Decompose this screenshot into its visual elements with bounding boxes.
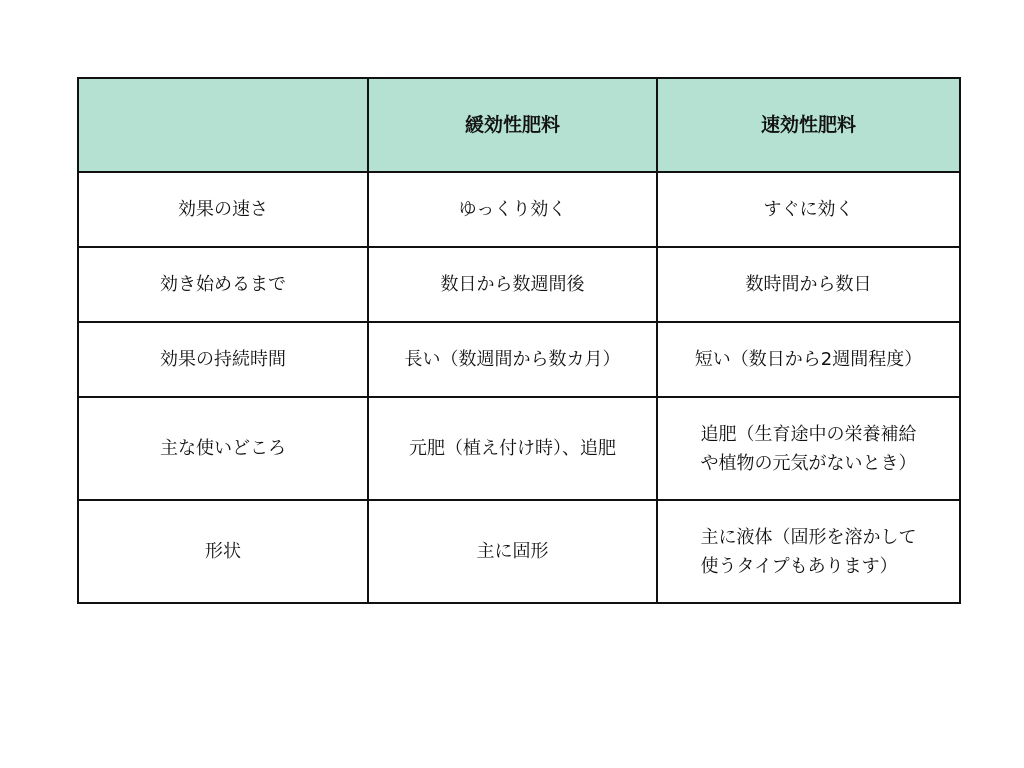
slow-release-cell: 元肥（植え付け時）、追肥: [368, 397, 657, 500]
fast-acting-cell: [657, 500, 960, 603]
table-row: [78, 172, 960, 247]
row-label: 形状: [78, 500, 368, 603]
fertilizer-comparison-table: [77, 77, 961, 604]
table-row: [78, 322, 960, 397]
row-label: 効き始めるまで: [78, 247, 368, 322]
header-row: [78, 78, 960, 172]
table-header: [78, 78, 960, 172]
header-slow-release: 緩効性肥料: [368, 78, 657, 172]
slow-release-cell: 主に固形: [368, 500, 657, 603]
fast-acting-cell: 短い（数日から2週間程度）: [657, 322, 960, 397]
header-fast-acting: 速効性肥料: [657, 78, 960, 172]
row-label: 主な使いどころ: [78, 397, 368, 500]
row-label: 効果の速さ: [78, 172, 368, 247]
fast-acting-cell-text: [701, 420, 917, 478]
fast-acting-cell-text: [701, 523, 917, 581]
fast-acting-line-1: 主に液体（固形を溶かして: [700, 526, 917, 548]
fast-acting-cell: 数時間から数日: [657, 247, 960, 322]
slow-release-cell: ゆっくり効く: [368, 172, 657, 247]
table-row: [78, 247, 960, 322]
fast-acting-line-2: や植物の元気がないとき）: [700, 452, 917, 474]
table-row: [78, 500, 960, 603]
fast-acting-line-1: 追肥（生育途中の栄養補給: [700, 423, 917, 445]
fast-acting-cell: すぐに効く: [657, 172, 960, 247]
table-row: [78, 397, 960, 500]
slow-release-cell: 長い（数週間から数カ月）: [368, 322, 657, 397]
header-empty-cell: [78, 78, 368, 172]
fast-acting-line-2: 使うタイプもあります）: [700, 555, 898, 577]
row-label: 効果の持続時間: [78, 322, 368, 397]
slow-release-cell: 数日から数週間後: [368, 247, 657, 322]
fast-acting-cell: [657, 397, 960, 500]
